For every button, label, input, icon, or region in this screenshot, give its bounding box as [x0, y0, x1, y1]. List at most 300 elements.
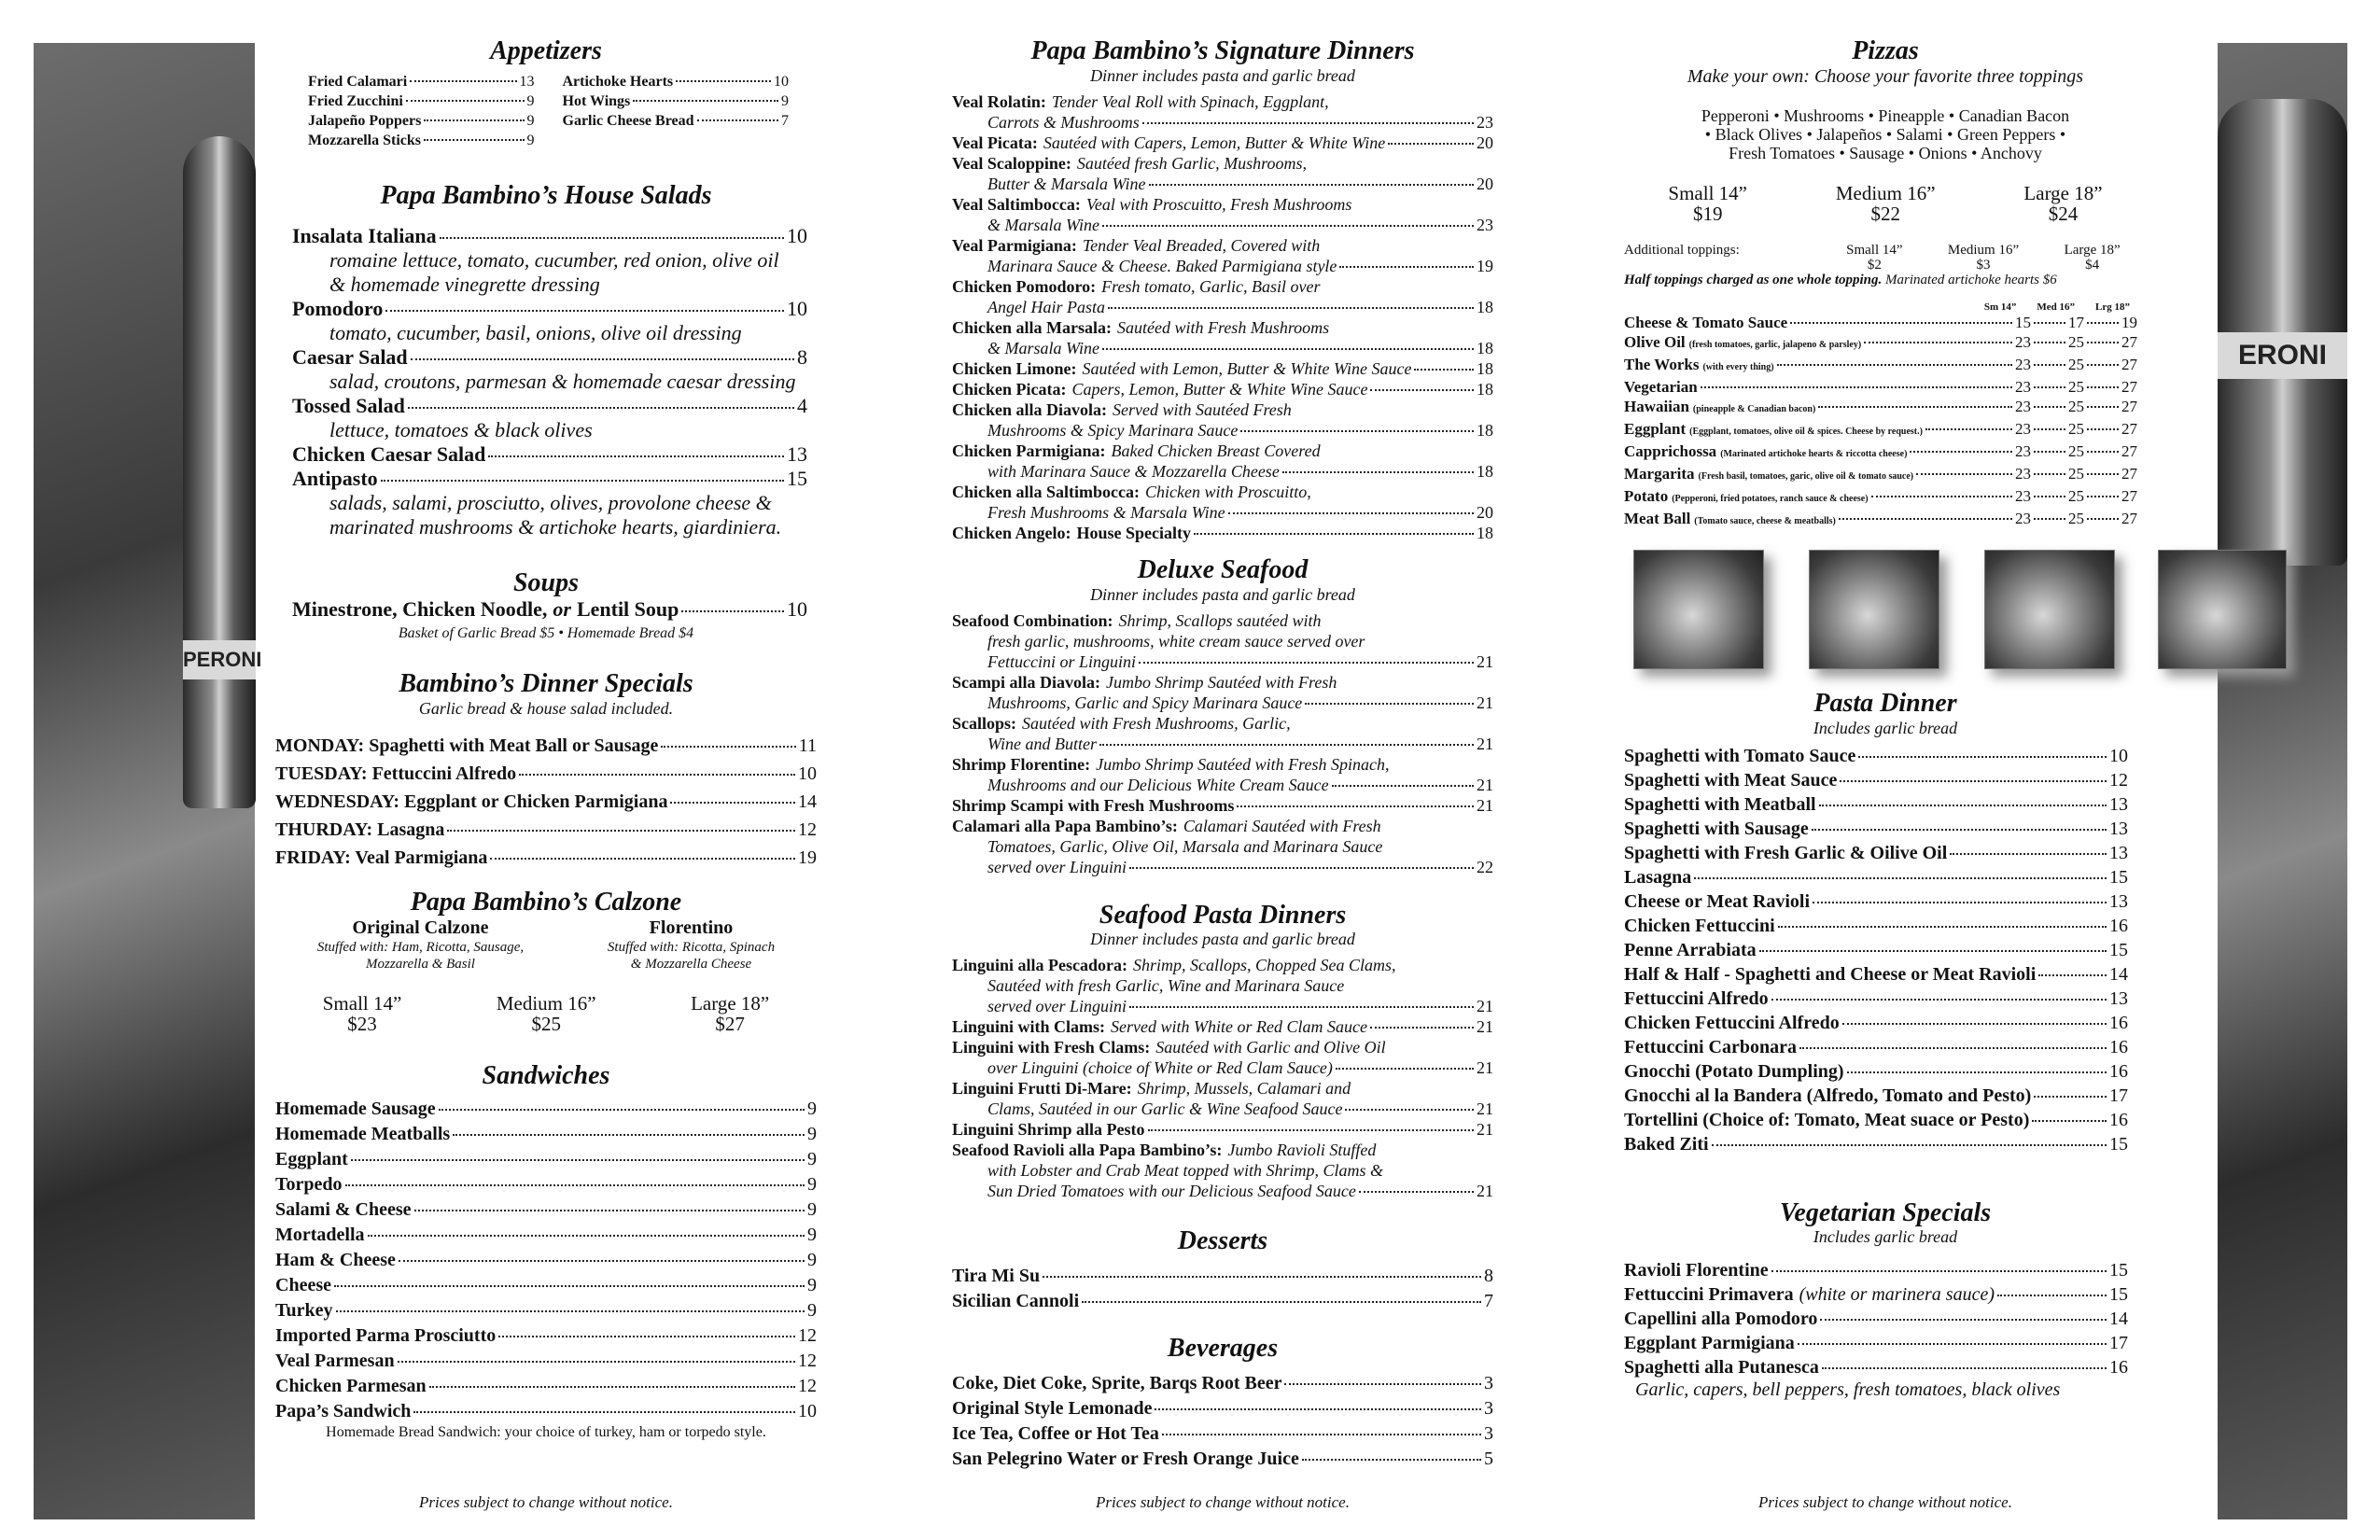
leader-dots — [2087, 342, 2119, 343]
leader-dots — [398, 1361, 795, 1363]
item-price: 23 — [1477, 215, 1493, 234]
item-price: 9 — [526, 92, 535, 109]
leader-dots — [406, 100, 525, 102]
item-name: Cheese — [275, 1274, 331, 1295]
leader-dots — [1332, 785, 1474, 787]
item-price: 12 — [798, 1375, 817, 1396]
item-desc: Tender Veal Breaded, Covered with — [1082, 235, 1321, 255]
item-name: Linguini with Fresh Clams: — [952, 1038, 1151, 1057]
specialty-pizza — [1624, 313, 2137, 332]
item-price: 3 — [1484, 1422, 1493, 1444]
item-name: Scallops: — [952, 713, 1017, 733]
leader-dots — [490, 858, 795, 860]
item-name: Fettuccini Primavera — [1624, 1284, 1794, 1306]
item-desc: lettuce, tomatoes & black olives — [329, 417, 593, 441]
item-price: 10 — [774, 73, 789, 90]
leader-dots — [2034, 496, 2065, 497]
price-small: 23 — [2015, 332, 2031, 351]
item-desc: & Marsala Wine — [987, 338, 1099, 357]
price-large: 27 — [2121, 332, 2137, 351]
item-name: Tortellini (Choice of: Tomato, Meat suace or Pesto) — [1624, 1109, 2030, 1130]
item-name: Margarita — [1624, 464, 1695, 483]
item-price: 22 — [1477, 857, 1493, 876]
item-desc: & Marsala Wine — [987, 215, 1099, 234]
item-name: Veal Parmesan — [275, 1350, 395, 1371]
item-name: Spaghetti alla Putanesca — [1624, 1357, 1819, 1379]
item-name: Ice Tea, Coffee or Hot Tea — [952, 1422, 1159, 1444]
leader-dots — [1148, 1129, 1474, 1131]
half-note-rest: Marinated artichoke hearts $6 — [1885, 272, 2057, 287]
price-large: 27 — [2121, 486, 2137, 505]
leader-dots — [2034, 386, 2065, 388]
item-price: 9 — [807, 1299, 817, 1321]
item-price: 20 — [1477, 502, 1493, 522]
leader-dots — [1284, 1383, 1481, 1385]
item-price: 16 — [2109, 915, 2128, 936]
menu-item — [1624, 792, 2128, 817]
price-medium: 25 — [2068, 332, 2084, 351]
menu-item — [1624, 914, 2128, 938]
calzone-desc: Mozzarella & Basil — [366, 956, 475, 972]
item-name: Spaghetti with Fresh Garlic & Oilive Oil — [1624, 842, 1948, 863]
soup-or: or — [553, 597, 571, 622]
item-name: Linguini with Clams: — [952, 1017, 1106, 1037]
menu-item — [952, 610, 1493, 631]
menu-item — [952, 399, 1493, 420]
pasta-title: Pasta Dinner — [1813, 688, 1957, 718]
item-price: 21 — [1477, 1017, 1493, 1037]
item-name: Chicken Caesar Salad — [292, 441, 486, 466]
menu-item — [275, 844, 817, 872]
leader-dots — [399, 1260, 805, 1262]
item-name: Fried Zucchini — [308, 92, 403, 109]
item-price: 8 — [797, 344, 807, 369]
menu-item — [952, 276, 1493, 297]
soup-item — [275, 597, 817, 622]
item-name: Insalata Italiana — [292, 223, 437, 247]
item-desc: Shrimp, Scallops sautéed with — [1118, 610, 1322, 630]
item-name: Vegetarian — [1624, 377, 1698, 396]
size-price: $2 — [1867, 257, 1882, 273]
price-small: 23 — [2015, 509, 2031, 527]
leader-dots — [676, 80, 771, 82]
desserts-title: Desserts — [1177, 1226, 1268, 1256]
menu-item — [292, 394, 817, 418]
menu-item — [1624, 962, 2128, 987]
item-desc-cont — [952, 1181, 1493, 1201]
menu-item — [1624, 744, 2128, 768]
menu-item — [275, 1197, 817, 1223]
leader-dots — [2034, 364, 2065, 366]
item-price: 16 — [2109, 1357, 2128, 1379]
item-name: Chicken Picata: — [952, 379, 1067, 399]
item-name: Fettuccini Alfredo — [1624, 987, 1769, 1009]
item-desc: Sautéed with Fresh Mushrooms, Garlic, — [1022, 713, 1291, 733]
item-desc: Shrimp, Mussels, Calamari and — [1137, 1079, 1351, 1099]
appetizers-title: Appetizers — [490, 36, 602, 65]
menu-item — [952, 754, 1493, 775]
leader-dots — [1102, 348, 1474, 350]
item-name: Veal Rolatin: — [952, 91, 1046, 111]
leader-dots — [381, 480, 784, 482]
specialty-pizza — [1624, 332, 2137, 355]
leader-dots — [1099, 744, 1474, 746]
leader-dots — [1818, 406, 2012, 408]
pasta-list — [1624, 744, 2128, 1156]
leader-dots — [1813, 902, 2107, 903]
size-price: $25 — [531, 1012, 561, 1035]
menu-item — [292, 467, 817, 491]
menu-item — [275, 1248, 817, 1273]
item-name: Meat Ball — [1624, 509, 1691, 527]
size-label: Small 14” — [322, 991, 402, 1015]
item-desc: Fettuccini or Linguini — [987, 651, 1136, 671]
item-desc: Fresh tomato, Garlic, Basil over — [1101, 276, 1321, 296]
item-desc-cont — [952, 420, 1493, 441]
leader-dots — [2087, 518, 2119, 520]
leader-dots — [1778, 926, 2107, 928]
col-header: Sm 14” — [1983, 301, 2017, 313]
price-large: 27 — [2121, 509, 2137, 527]
leader-dots — [429, 1386, 795, 1388]
additional-toppings — [1624, 243, 2147, 273]
item-price: 7 — [1484, 1291, 1493, 1312]
salads-title: Papa Bambino’s House Salads — [380, 180, 712, 210]
item-name: Lasagna — [1624, 866, 1692, 888]
leader-dots — [439, 1109, 805, 1111]
price-medium: 25 — [2068, 377, 2084, 396]
menu-item — [952, 1119, 1493, 1140]
item-price: 13 — [2109, 987, 2128, 1009]
item-desc: Chicken with Proscuitto, — [1145, 482, 1311, 501]
leader-dots — [1771, 999, 2107, 1001]
menu-item — [1624, 938, 2128, 962]
item-desc: (white or marinera sauce) — [1799, 1284, 1995, 1306]
item-price: 7 — [781, 112, 789, 129]
item-name: Torpedo — [275, 1173, 343, 1195]
item-desc-cont — [952, 215, 1493, 235]
item-price: 18 — [1477, 358, 1493, 378]
item-price: 21 — [1477, 651, 1493, 671]
item-name: Calamari alla Papa Bambino’s: — [952, 816, 1178, 835]
item-desc-cont — [952, 1099, 1493, 1119]
leader-dots — [2038, 974, 2107, 976]
soup-price: 10 — [787, 597, 807, 622]
item-name: TUESDAY: Fettuccini Alfredo — [275, 763, 517, 785]
item-name: Chicken Parmigiana: — [952, 441, 1106, 460]
beer-bottle-image — [183, 136, 256, 808]
price-small: 23 — [2015, 486, 2031, 505]
item-name: Homemade Sausage — [275, 1098, 436, 1119]
menu-item — [952, 1140, 1493, 1160]
menu-item — [952, 1447, 1493, 1472]
item-price: 21 — [1477, 795, 1493, 815]
size-label: Medium 16” — [1835, 181, 1936, 204]
item-price: 14 — [2109, 1309, 2128, 1330]
item-name: Artichoke Hearts — [562, 73, 674, 90]
item-name: Ham & Cheese — [275, 1249, 396, 1270]
leader-dots — [1155, 1408, 1481, 1410]
beverages-list — [952, 1371, 1493, 1472]
leader-dots — [1822, 1367, 2107, 1369]
item-desc: Served with White or Red Clam Sauce — [1111, 1017, 1367, 1037]
item-name: FRIDAY: Veal Parmigiana — [275, 847, 488, 869]
leader-dots — [1819, 805, 2107, 806]
menu-item — [952, 1371, 1493, 1396]
leader-dots — [1790, 322, 2012, 324]
menu-item — [1624, 1108, 2128, 1132]
item-price: 9 — [526, 112, 535, 129]
menu-item — [1624, 1331, 2128, 1355]
menu-item — [1624, 1059, 2128, 1084]
item-price: 9 — [807, 1224, 817, 1245]
calzone-desc: & Mozzarella Cheese — [630, 956, 752, 972]
menu-item — [952, 672, 1493, 693]
item-price: 21 — [1477, 734, 1493, 753]
price-medium: 25 — [2068, 441, 2084, 460]
leader-dots — [1694, 877, 2107, 879]
menu-item — [952, 1264, 1493, 1289]
item-desc: Sautéed with Garlic and Olive Oil — [1155, 1038, 1386, 1057]
item-name: Half & Half - Spaghetti and Cheese or Meat Ravioli — [1624, 963, 2037, 985]
half-toppings-note — [1624, 273, 2147, 288]
seafood-pasta-subtitle: Dinner includes pasta and garlic bread — [1090, 930, 1355, 949]
leader-dots — [1139, 662, 1474, 664]
item-price: 8 — [1484, 1266, 1493, 1287]
menu-item — [1624, 1011, 2128, 1035]
leader-dots — [2034, 473, 2065, 475]
calzone-name: Florentino — [649, 917, 734, 938]
menu-item — [275, 1172, 817, 1197]
item-desc: Jumbo Ravioli Stuffed — [1227, 1141, 1377, 1160]
item-desc: Capers, Lemon, Butter & White Wine Sauce — [1071, 379, 1368, 399]
item-name: Fried Calamari — [308, 73, 408, 90]
leader-dots — [1798, 1343, 2107, 1345]
item-desc: (Pepperoni, fried potatoes, ranch sauce & cheese) — [1672, 493, 1869, 504]
price-large: 27 — [2121, 419, 2137, 438]
item-desc: Tender Veal Roll with Spinach, Eggplant, — [1051, 91, 1329, 111]
leader-dots — [1712, 1144, 2107, 1146]
footer-note: Prices subject to change without notice. — [419, 1493, 673, 1511]
specialty-pizza — [1624, 486, 2137, 509]
vegetarian-subtitle: Includes garlic bread — [1813, 1227, 1958, 1247]
menu-item — [952, 795, 1493, 816]
leader-dots — [2034, 322, 2065, 324]
item-name: Linguini Frutti Di-Mare: — [952, 1079, 1132, 1099]
leader-dots — [2034, 518, 2065, 520]
item-desc: fresh garlic, mushrooms, white cream sauce served over — [987, 631, 1365, 651]
leader-dots — [1108, 307, 1474, 309]
item-name: House Specialty — [1076, 523, 1192, 542]
item-desc: Mushrooms & Spicy Marinara Sauce — [987, 420, 1239, 440]
sandwiches-title: Sandwiches — [482, 1060, 610, 1090]
leader-dots — [1871, 496, 2012, 497]
leader-dots — [2087, 428, 2119, 430]
price-small: 23 — [2015, 441, 2031, 460]
menu-item — [1624, 865, 2128, 889]
item-name: Coke, Diet Coke, Sprite, Barqs Root Beer — [952, 1372, 1282, 1393]
item-name: Gnocchi (Potato Dumpling) — [1624, 1060, 1844, 1082]
leader-dots — [351, 1159, 805, 1161]
leader-dots — [368, 1235, 805, 1237]
leader-dots — [670, 802, 795, 804]
leader-dots — [498, 1336, 795, 1337]
pizzas-subtitle: Make your own: Choose your favorite three toppings — [1687, 65, 2084, 87]
item-price: 16 — [2109, 1012, 2128, 1033]
menu-item — [952, 235, 1493, 256]
specials-list — [275, 732, 817, 872]
leader-dots — [1345, 1109, 1474, 1111]
item-name: Shrimp Scampi with Fresh Mushrooms — [952, 795, 1235, 815]
footer-note: Prices subject to change without notice. — [1758, 1493, 2012, 1511]
menu-item — [275, 788, 817, 816]
menu-item — [952, 194, 1493, 215]
menu-item — [292, 224, 817, 248]
item-desc: Fresh Mushrooms & Marsala Wine — [987, 502, 1225, 522]
leader-dots — [1925, 428, 2012, 430]
item-desc: Carrots & Mushrooms — [987, 112, 1140, 132]
item-price: 23 — [1477, 112, 1493, 132]
leader-dots — [440, 237, 784, 239]
menu-item — [292, 442, 817, 467]
item-name: Olive Oil — [1624, 332, 1686, 351]
size-label: Large 18” — [2023, 181, 2103, 204]
pizzas-title: Pizzas — [1852, 36, 1919, 65]
menu-column-1 — [275, 37, 817, 1441]
sandwich-note: Homemade Bread Sandwich: your choice of turkey, ham or torpedo style. — [326, 1423, 766, 1440]
item-name: Capellini alla Pomodoro — [1624, 1309, 1818, 1330]
menu-item — [1624, 1258, 2128, 1282]
item-name: THURDAY: Lasagna — [275, 819, 445, 841]
leader-dots — [1370, 1027, 1474, 1029]
price-small: 23 — [2015, 464, 2031, 483]
leader-dots — [488, 455, 784, 457]
item-desc: (Eggplant, tomatoes, olive oil & spices. Cheese by request.) — [1689, 426, 1923, 437]
item-price: 14 — [2109, 963, 2128, 985]
item-desc: (Marinated artichoke hearts & riccotta cheese) — [1720, 448, 1908, 459]
wine-thumbnail — [2158, 550, 2287, 669]
item-price: 21 — [1477, 1120, 1493, 1140]
leader-dots — [633, 100, 778, 102]
vegetarian-list — [1624, 1258, 2128, 1379]
item-name: Seafood Ravioli alla Papa Bambino’s: — [952, 1141, 1223, 1160]
item-name: Baked Ziti — [1624, 1133, 1709, 1155]
item-desc-cont — [952, 775, 1493, 795]
price-small: 23 — [2015, 355, 2031, 373]
additional-label: Additional toppings: — [1624, 242, 1740, 258]
menu-item — [275, 1273, 817, 1298]
leader-dots — [1701, 386, 2012, 388]
item-name: Caesar Salad — [292, 344, 408, 369]
item-price: 16 — [2109, 1036, 2128, 1057]
item-price: 18 — [1477, 420, 1493, 440]
item-name: Hot Wings — [562, 92, 631, 109]
signature-list — [952, 91, 1493, 543]
menu-item — [952, 1421, 1493, 1447]
item-price: 16 — [2109, 1060, 2128, 1082]
leader-dots — [1864, 342, 2012, 343]
size-price: $19 — [1692, 202, 1723, 225]
item-desc: (with every thing) — [1702, 361, 1774, 372]
leader-dots — [1858, 756, 2107, 758]
seafood-list — [952, 610, 1493, 877]
calzone-types — [275, 917, 817, 973]
seafood-pasta-list — [952, 955, 1493, 1201]
item-price: 13 — [2109, 842, 2128, 863]
price-medium: 25 — [2068, 419, 2084, 438]
item-price: 12 — [798, 1324, 817, 1346]
item-desc: Shrimp, Scallops, Chopped Sea Clams, — [1133, 956, 1396, 975]
size-price: $23 — [347, 1012, 377, 1035]
item-price: 21 — [1477, 997, 1493, 1016]
leader-dots — [2087, 364, 2119, 366]
menu-item — [563, 111, 790, 131]
menu-item — [275, 1323, 817, 1349]
item-price: 17 — [2109, 1333, 2128, 1354]
leader-dots — [1916, 473, 2012, 475]
item-name: Seafood Combination: — [952, 610, 1113, 630]
col-header: Lrg 18” — [2095, 301, 2130, 313]
item-name: Spaghetti with Meatball — [1624, 793, 1816, 815]
leader-dots — [1194, 533, 1474, 535]
item-price: 20 — [1477, 174, 1493, 193]
item-name: Cheese & Tomato Sauce — [1624, 313, 1788, 331]
item-desc-cont — [952, 734, 1493, 754]
vegetarian-note: Garlic, capers, bell peppers, fresh tomatoes, black olives — [1635, 1379, 2061, 1401]
item-price: 9 — [807, 1148, 817, 1169]
size-price: $22 — [1870, 202, 1900, 225]
item-desc-cont — [952, 174, 1493, 194]
price-medium: 17 — [2068, 313, 2084, 331]
leader-dots — [408, 407, 794, 409]
toppings-list — [1624, 106, 2147, 162]
item-name: Tira Mi Su — [952, 1266, 1041, 1287]
item-desc: salads, salami, prosciutto, olives, provolone cheese & — [329, 490, 772, 514]
item-desc: Jumbo Shrimp Sautéed with Fresh — [1106, 672, 1337, 692]
leader-dots — [334, 1285, 805, 1287]
leader-dots — [410, 80, 516, 82]
menu-item — [275, 1374, 817, 1399]
item-desc-cont — [952, 975, 1493, 996]
item-name: Mortadella — [275, 1224, 365, 1245]
menu-item — [292, 345, 817, 370]
menu-item — [292, 297, 817, 321]
menu-item — [952, 358, 1493, 379]
menu-item — [952, 1078, 1493, 1099]
appetizers-list — [275, 72, 817, 150]
item-price: 12 — [798, 1350, 817, 1371]
item-name: Tossed Salad — [292, 393, 405, 417]
item-desc-cont — [952, 1160, 1493, 1181]
price-medium: 25 — [2068, 464, 2084, 483]
desserts-list — [952, 1264, 1493, 1314]
size-label: Large 18” — [2064, 242, 2121, 258]
item-name: Spaghetti with Sausage — [1624, 818, 1809, 839]
item-price: 9 — [807, 1274, 817, 1295]
item-name: Shrimp Florentine: — [952, 754, 1091, 774]
item-price: 9 — [807, 1123, 817, 1144]
leader-dots — [411, 358, 794, 360]
leader-dots — [414, 1210, 805, 1211]
item-price: 21 — [1477, 775, 1493, 794]
item-desc: with Lobster and Crab Meat topped with Shrimp, Clams & — [987, 1161, 1384, 1181]
menu-item — [275, 1122, 817, 1147]
leader-dots — [1129, 1006, 1474, 1008]
item-name: Fettuccini Carbonara — [1624, 1036, 1797, 1057]
leader-dots — [1842, 1023, 2107, 1025]
item-name: Sicilian Cannoli — [952, 1291, 1080, 1312]
leader-dots — [385, 310, 784, 312]
